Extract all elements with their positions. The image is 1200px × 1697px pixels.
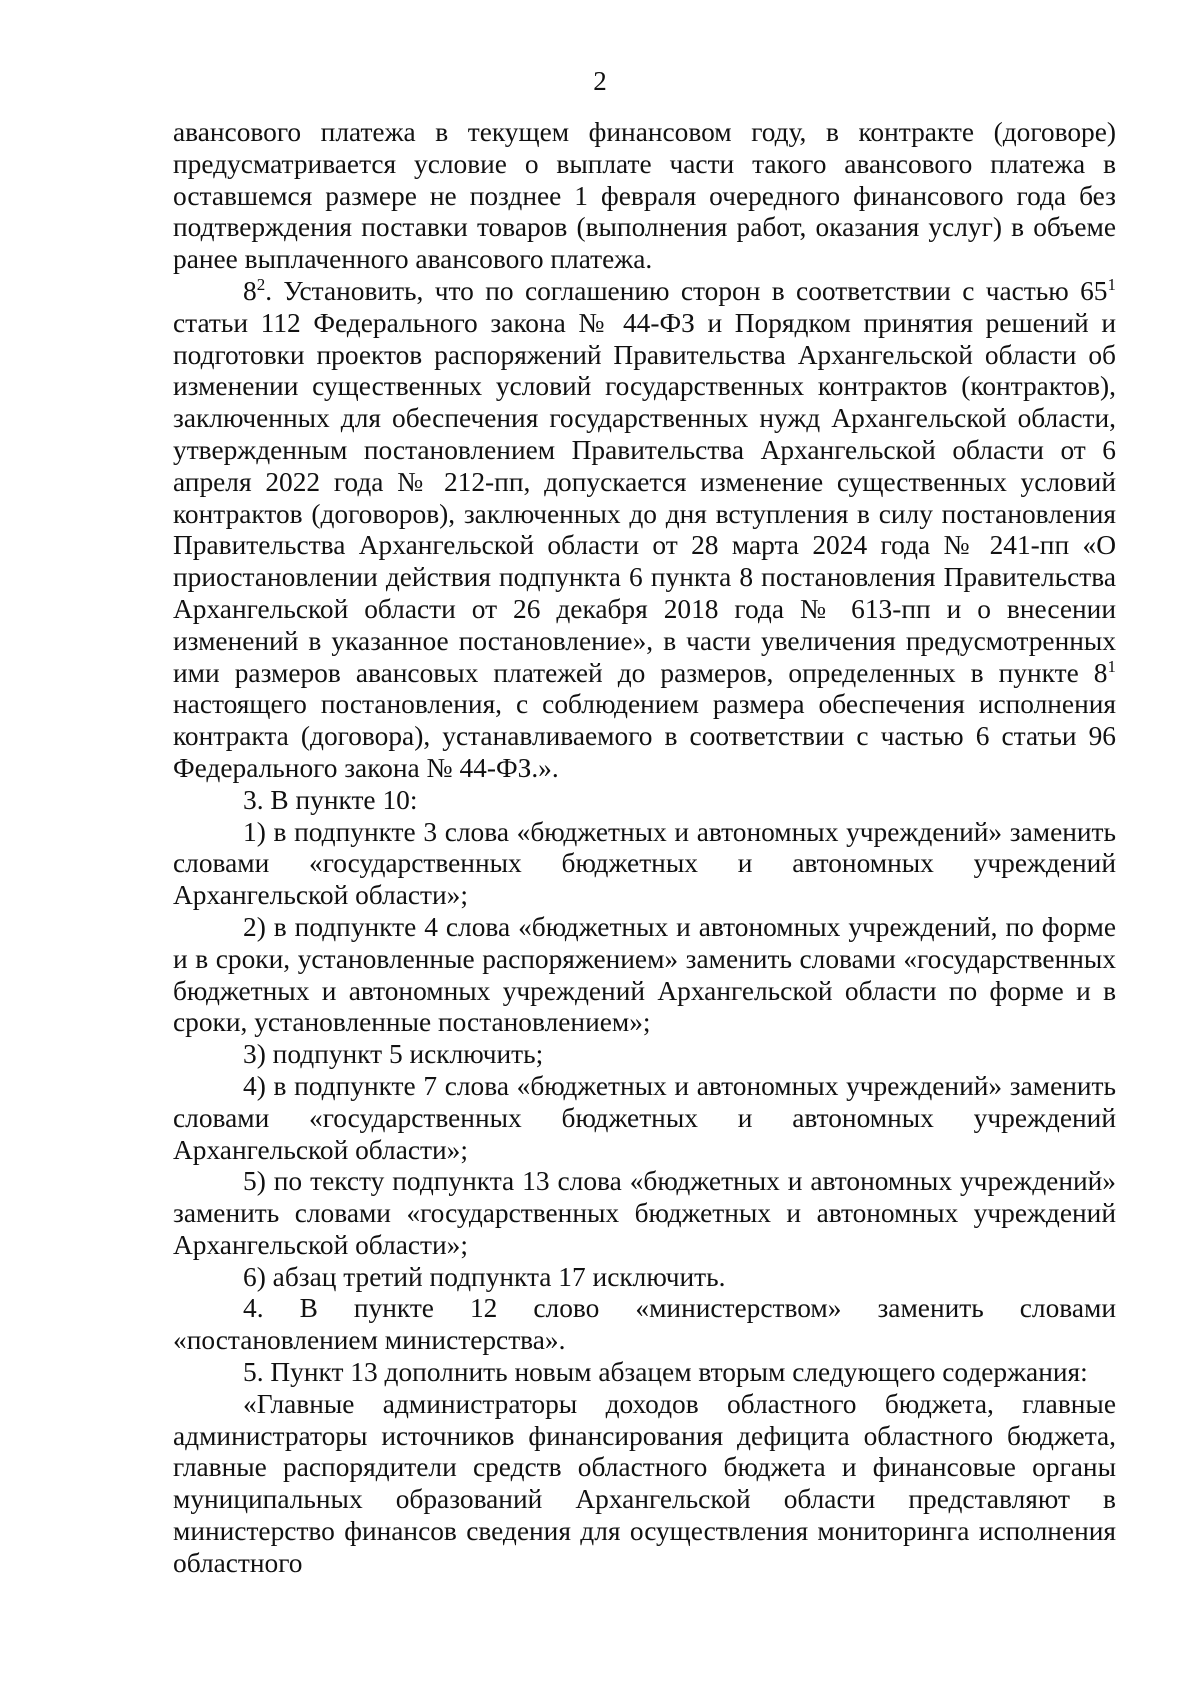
- text-run: настоящего постановления, с соблюдением размера обеспечения исполнения контракта (договора), устанавливаемого в соответствии с частью 6 статьи 96 Федерального закона № 44-ФЗ.».: [173, 689, 1116, 783]
- paragraph-subitem-4: 4) в подпункте 7 слова «бюджетных и автономных учреждений» заменить словами «государственных бюджетных и автономных учреждений Архангельской области»;: [173, 1070, 1116, 1165]
- text-run: 8: [243, 275, 257, 306]
- paragraph-continuation: авансового платежа в текущем финансовом году, в контракте (договоре) предусматривается условие о выплате части такого авансового платежа в оставшемся размере не позднее 1 февраля очередного финансового года без подтверждения поставки товаров (выполнения работ, оказания услуг) в объеме ранее выплаченного авансового платежа.: [173, 117, 1116, 275]
- superscript: 1: [1107, 274, 1116, 294]
- text-run: . Установить, что по соглашению сторон в соответствии с частью 65: [265, 275, 1108, 306]
- page-number: 2: [593, 66, 607, 96]
- paragraph-subitem-6: 6) абзац третий подпункта 17 исключить.: [243, 1261, 726, 1292]
- paragraph-subitem-1: 1) в подпункте 3 слова «бюджетных и автономных учреждений» заменить словами «государственных бюджетных и автономных учреждений Архангельской области»;: [173, 816, 1116, 911]
- paragraph-quoted-text: «Главные администраторы доходов областного бюджета, главные администраторы источников финансирования дефицита областного бюджета, главные распорядители средств областного бюджета и финансовые органы муниципальных образований Архангельской области представляют в министерство финансов сведения для осуществления мониторинга исполнения областного: [173, 1388, 1116, 1578]
- paragraph-subitem-3: 3) подпункт 5 исключить;: [243, 1039, 544, 1070]
- paragraph-8-2: [173, 276, 1116, 785]
- paragraph-item-4: 4. В пункте 12 слово «министерством» заменить словами «постановлением министерства».: [173, 1293, 1116, 1356]
- superscript: 2: [256, 274, 266, 294]
- superscript: 1: [1107, 656, 1116, 676]
- paragraph-item-5: 5. Пункт 13 дополнить новым абзацем вторым следующего содержания:: [243, 1357, 1088, 1388]
- text-run: статьи 112 Федерального закона № 44-ФЗ и Порядком принятия решений и подготовки проектов распоряжений Правительства Архангельской области об изменении существенных условий государственных контрактов (контрактов), заключенных для обеспечения государственных нужд Архангельской области, утвержденным постановлением Правительства Архангельской области от 6 апреля 2022 года № 212-пп, допускается изменение существенных условий контрактов (договоров), заключенных до дня вступления в силу постановления Правительства Архангельской области от 28 марта 2024 года № 241-пп «О приостановлении действия подпункта 6 пункта 8 постановления Правительства Архангельской области от 26 декабря 2018 года № 613-пп и о внесении изменений в указанное постановление», в части увеличения предусмотренных ими размеров авансовых платежей до размеров, определенных в пункте 8: [173, 307, 1116, 688]
- paragraph-subitem-5: 5) по тексту подпункта 13 слова «бюджетных и автономных учреждений» заменить словами «государственных бюджетных и автономных учреждений Архангельской области»;: [173, 1166, 1116, 1260]
- document-body: [173, 117, 1116, 1580]
- paragraph-item-3: 3. В пункте 10:: [243, 784, 418, 815]
- paragraph-subitem-2: 2) в подпункте 4 слова «бюджетных и автономных учреждений, по форме и в сроки, установленные распоряжением» заменить словами «государственных бюджетных и автономных учреждений Архангельской области по форме и в сроки, установленные постановлением»;: [173, 911, 1116, 1038]
